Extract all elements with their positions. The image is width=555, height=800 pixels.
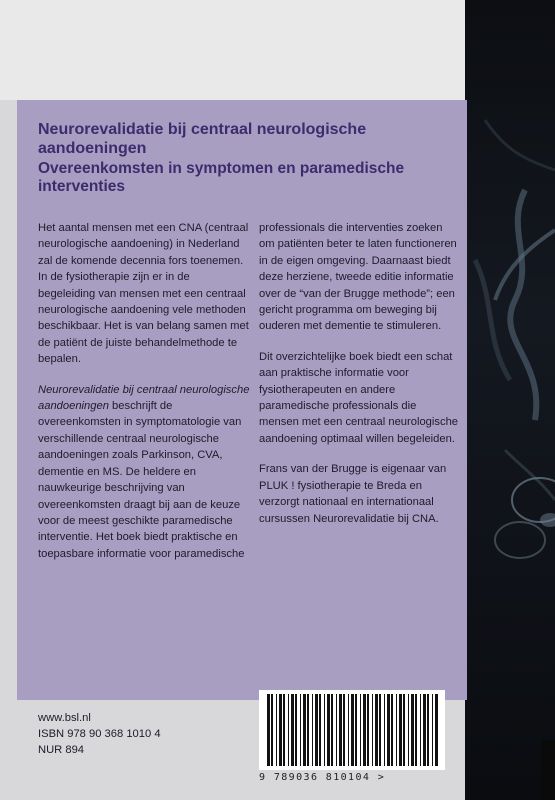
barcode-bar	[408, 694, 409, 766]
barcode-bar	[375, 694, 378, 766]
barcode-bar	[396, 694, 397, 766]
book-title: Neurorevalidatie bij centraal neurologische aandoeningen	[38, 121, 367, 157]
neuron-illustration	[465, 0, 555, 800]
barcode-bar	[339, 694, 342, 766]
publisher-info	[38, 710, 161, 758]
barcode-bar	[399, 694, 402, 766]
barcode-bar	[327, 694, 330, 766]
barcode-bar	[300, 694, 301, 766]
barcode-bar	[271, 694, 273, 766]
barcode-bar	[315, 694, 318, 766]
neuron-image-panel	[465, 0, 555, 800]
paragraph: professionals die interventies zoeken om patiënten beter te laten functioneren in de eigen omgeving. Daarnaast biedt deze herziene, tweede editie informatie over de “van der Brugge methode”; een gericht programma om beweging bij ouderen met dementie te stimuleren.	[259, 222, 457, 333]
barcode-bar	[367, 694, 369, 766]
barcode-bar	[411, 694, 414, 766]
isbn-text: ISBN 978 90 368 1010 4	[38, 728, 161, 740]
barcode-bar	[432, 694, 433, 766]
barcode-bar	[336, 694, 337, 766]
barcode-bar	[435, 694, 438, 766]
paragraph-text: beschrijft de overeenkomsten in symptomatologie van verschillende centraal neurologische aandoeningen zoals Parkinson, CVA, dementie en MS. De heldere en nauwkeurige beschrijving van overeenkomsten draagt bij aan de keuze voor de meest geschikte paramedische interventie. Het boek biedt praktische en toepasbare informatie voor paramedische	[38, 400, 245, 560]
barcode-bar	[324, 694, 325, 766]
barcode-bar	[427, 694, 429, 766]
paragraph	[38, 382, 250, 562]
barcode-bar	[372, 694, 373, 766]
barcode	[259, 690, 445, 770]
paragraph: Het aantal mensen met een CNA (centraal neurologische aandoening) in Nederland zal de komende decennia fors toenemen. In de fysiotherapie zijn er in de begeleiding van mensen met een centraal neurologische aandoening vele methoden beschikbaar. Het is van belang samen met de patiënt de juiste behandelmethode te bepalen.	[38, 222, 249, 366]
book-subtitle: Overeenkomsten in symptomen en paramedische interventies	[38, 160, 405, 195]
barcode-bar	[295, 694, 297, 766]
barcode-bar	[283, 694, 285, 766]
text-column-left	[38, 220, 250, 576]
barcode-bar	[384, 694, 385, 766]
barcode-bar	[420, 694, 421, 766]
barcode-bar	[291, 694, 294, 766]
barcode-bar	[415, 694, 417, 766]
barcode-bar	[387, 694, 390, 766]
barcode-bar	[343, 694, 345, 766]
edge-dark-strip	[541, 740, 555, 800]
barcode-bar	[403, 694, 405, 766]
italic-title: Neurorevalidatie bij centraal neurologische aandoeningen	[38, 383, 250, 413]
barcode-bar	[303, 694, 306, 766]
barcode-bar	[348, 694, 349, 766]
barcode-bar	[312, 694, 313, 766]
barcode-bar	[351, 694, 354, 766]
website-link[interactable]: www.bsl.nl	[38, 712, 91, 724]
text-column-right	[259, 220, 459, 541]
paragraph: Frans van der Brugge is eigenaar van PLUK ! fysiotherapie te Breda en verzorgt nationaal en internationaal cursussen Neurorevalidatie bij CNA.	[259, 463, 447, 525]
barcode-bar	[423, 694, 426, 766]
barcode-digits: 9 789036 810104 >	[259, 772, 386, 783]
barcode-bar	[279, 694, 282, 766]
paragraph: Dit overzichtelijke boek biedt een schat aan praktische informatie voor fysiotherapeuten en andere paramedische professionals die mensen met een centraal neurologische aandoening optimaal willen begeleiden.	[259, 350, 459, 445]
barcode-bar	[355, 694, 357, 766]
barcode-bar	[360, 694, 361, 766]
nur-text: NUR 894	[38, 744, 85, 756]
barcode-bar	[276, 694, 277, 766]
barcode-bar	[319, 694, 321, 766]
barcode-bar	[331, 694, 333, 766]
barcode-bar	[307, 694, 309, 766]
barcode-bar	[391, 694, 393, 766]
barcode-bar	[363, 694, 366, 766]
barcode-bar	[288, 694, 289, 766]
barcode-bar	[379, 694, 381, 766]
barcode-bar	[267, 694, 270, 766]
